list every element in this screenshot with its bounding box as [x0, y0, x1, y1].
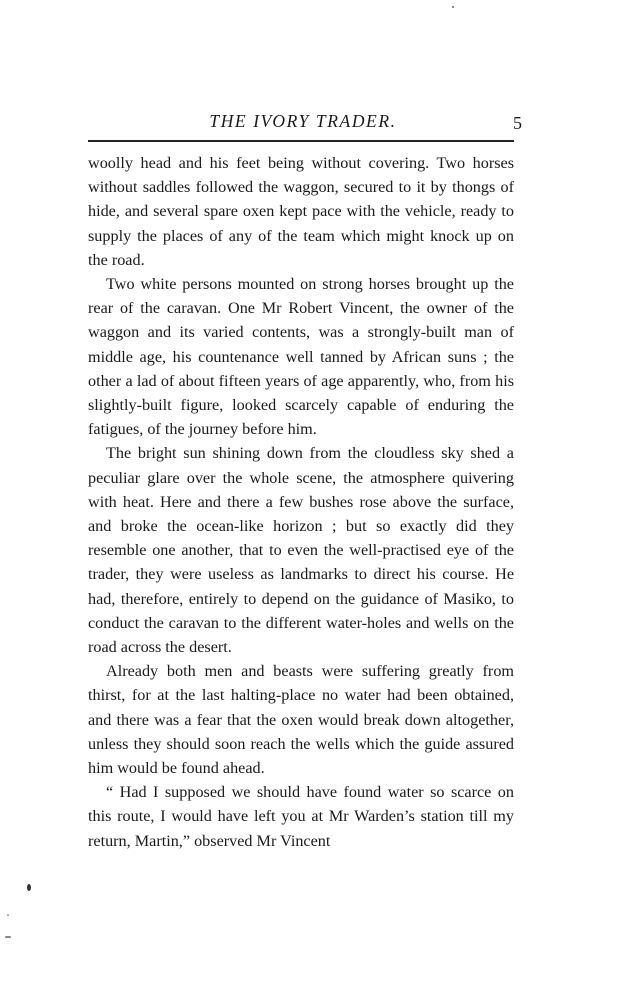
ink-speck	[452, 6, 454, 8]
running-head	[88, 110, 522, 138]
paragraph-5: “ Had I supposed we should have found water so scarce on this route, I would have left you at Mr Warden’s station till my return, Martin,” observed Mr Vincent	[88, 783, 514, 850]
body-text	[88, 151, 514, 853]
paragraph-3: The bright sun shining down from the cloudless sky shed a peculiar glare over the whole scene, the atmosphere quivering with heat. Here and there a few bushes rose above the surface, and broke the ocean-like horizon ; but so exactly did they resemble one another, that to even the well-practised eye of the trader, they were useless as landmarks to direct his course. He had, therefore, entirely to depend on the guidance of Masiko, to conduct the caravan to the different water-holes and wells on the road across the desert.	[88, 444, 514, 657]
paragraph-4: Already both men and beasts were suffering greatly from thirst, for at the last halting-place no water had been obtained, and there was a fear that the oxen would break down altogether, unless they should soon reach the wells which the guide assured him would be found ahead.	[88, 662, 514, 778]
paragraph-2: Two white persons mounted on strong horses brought up the rear of the caravan. One Mr Robert Vincent, the owner of the waggon and its varied contents, was a strongly-built man of middle age, his countenance well tanned by African suns ; the other a lad of about fifteen years of age apparently, who, from his slightly-built figure, looked scarcely capable of enduring the fatigues, of the journey before him.	[88, 275, 514, 439]
ink-speck	[27, 884, 31, 891]
paragraph-1: woolly head and his feet being without covering. Two horses without saddles followed the waggon, secured to it by thongs of hide, and several spare oxen kept pace with the vehicle, ready to supply the places of any of the team which might knock up on the road.	[88, 154, 514, 269]
ink-speck	[7, 914, 9, 916]
running-title: THE IVORY TRADER.	[209, 111, 397, 131]
header-rule	[88, 140, 514, 142]
page-number: 5	[513, 113, 522, 133]
ink-speck	[5, 936, 11, 938]
